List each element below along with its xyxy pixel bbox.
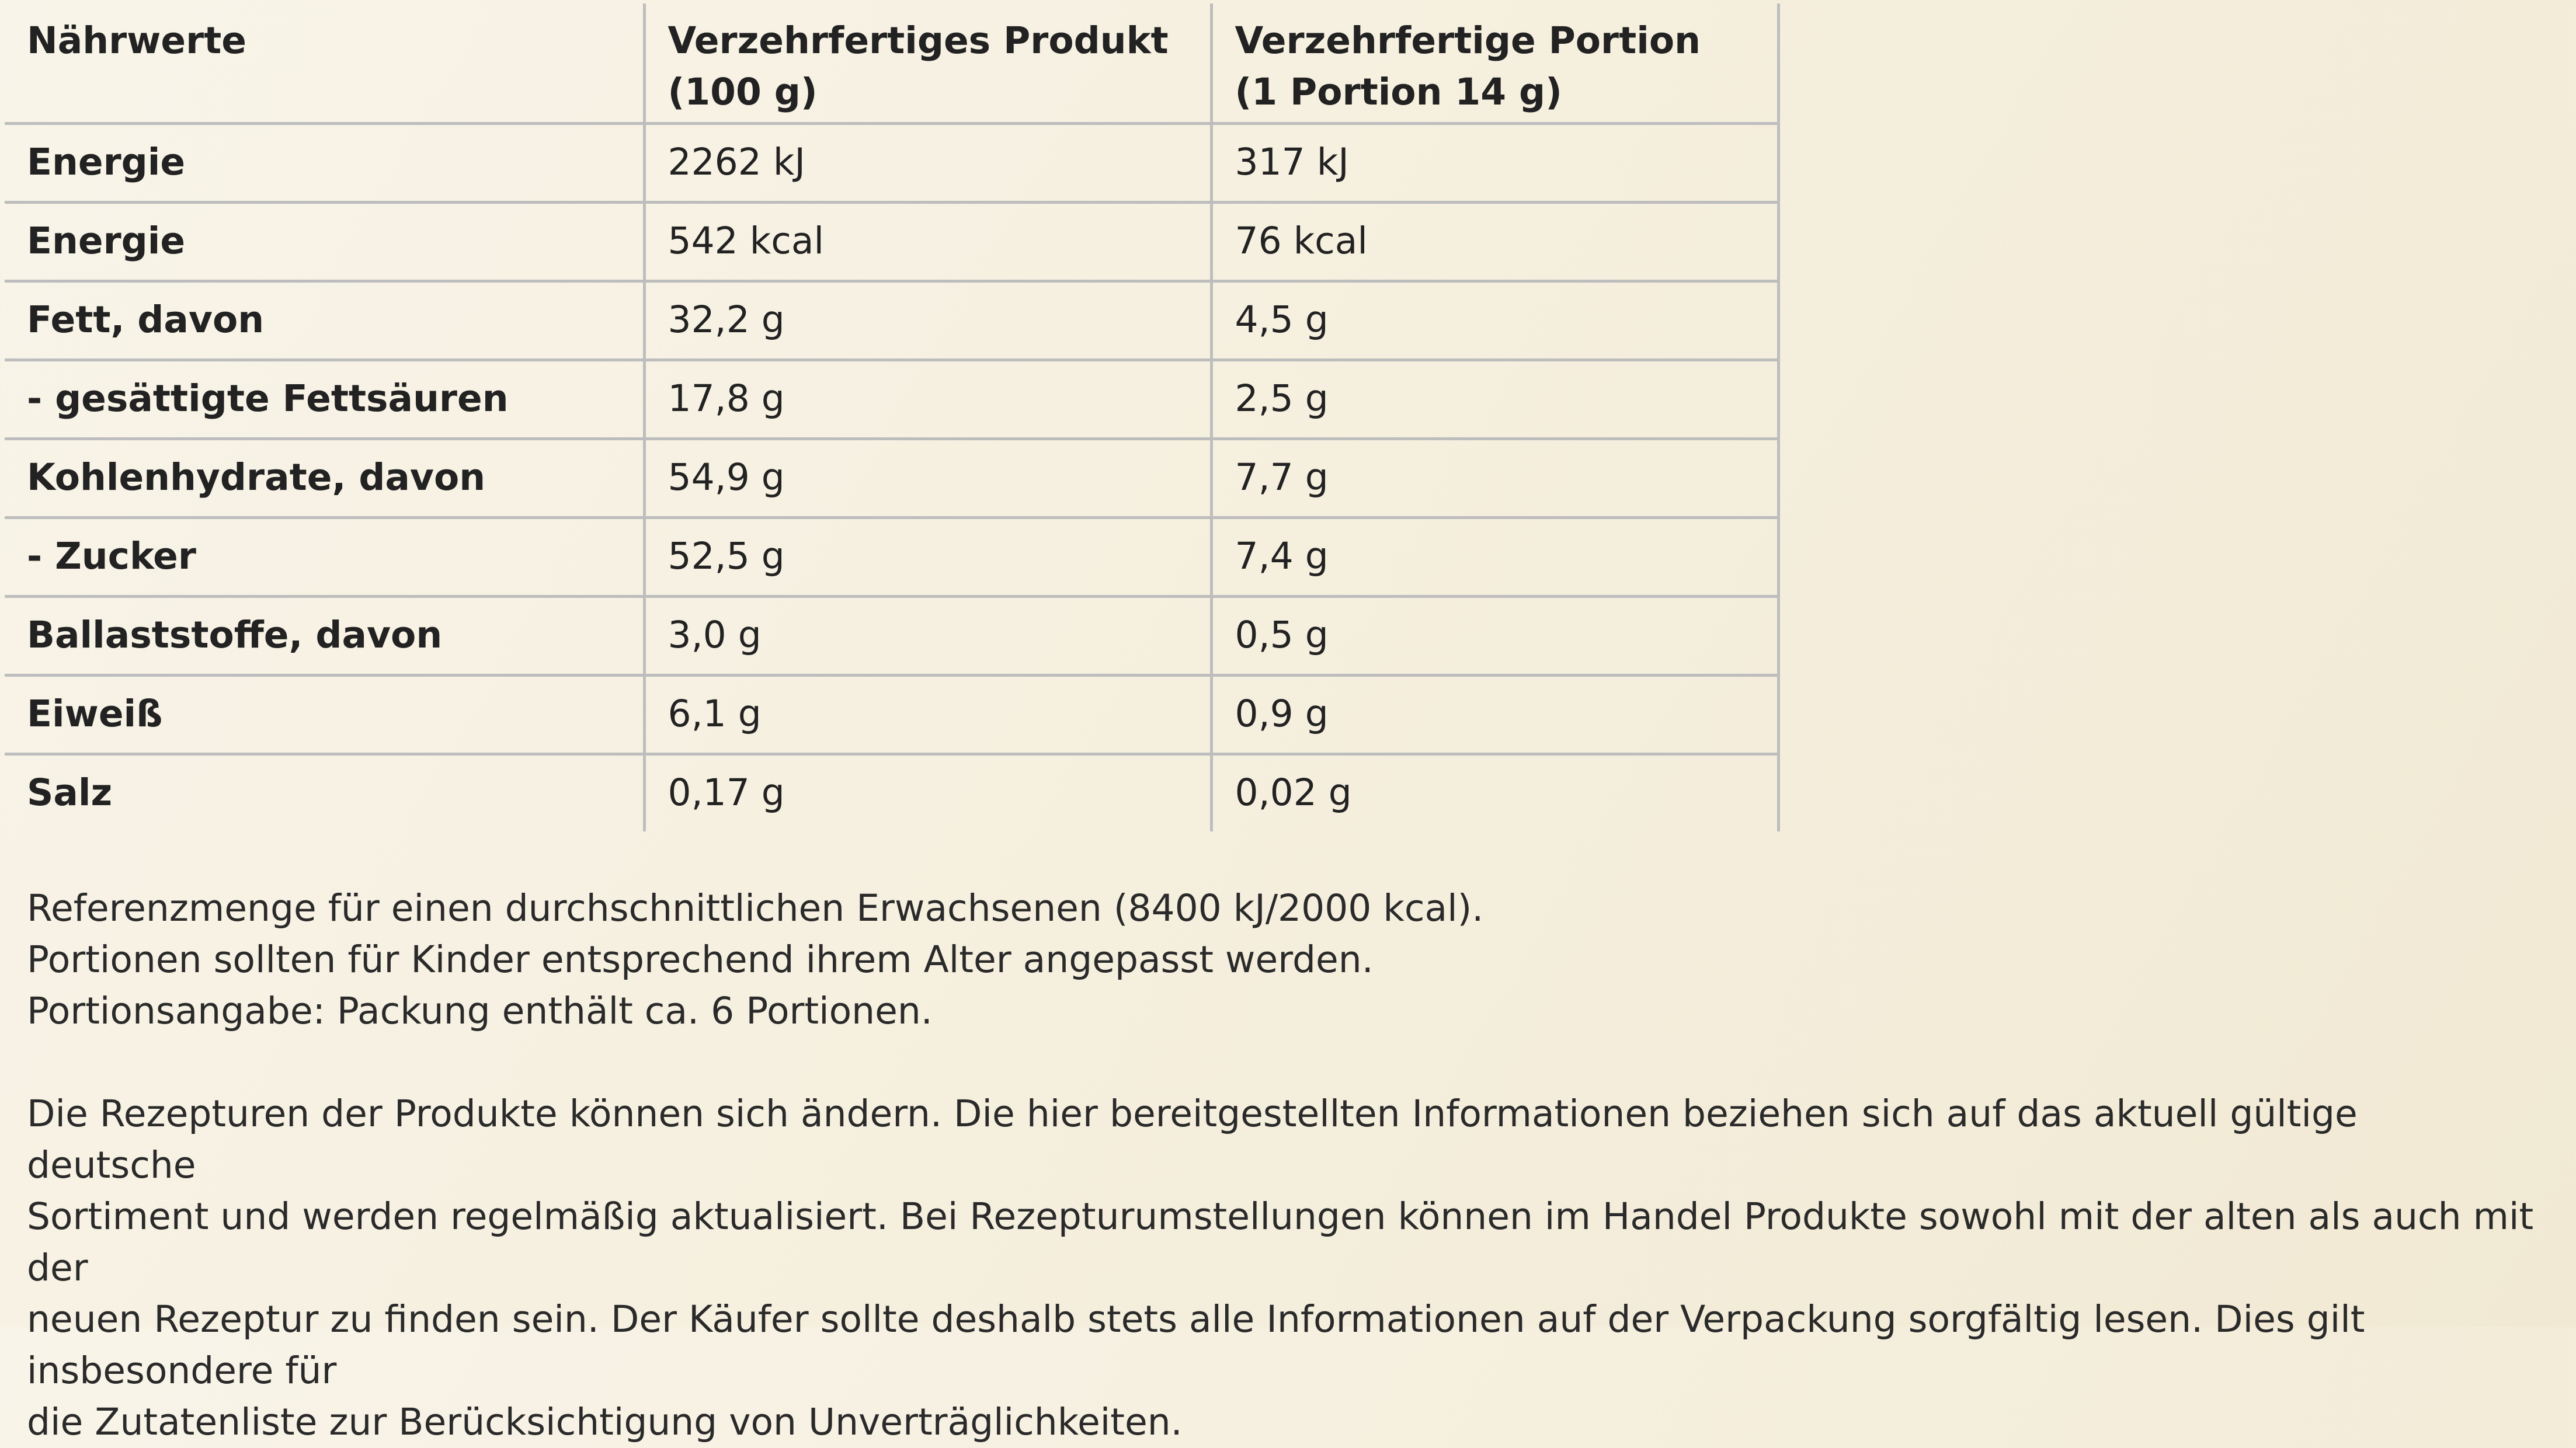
disclaimer-line: neuen Rezeptur zu finden sein. Der Käufer sollte deshalb stets alle Informationen auf der Verpackung sorgfältig lesen. Dies gilt insbesondere für bbox=[27, 1298, 2365, 1392]
header-per-100g bbox=[644, 4, 1211, 124]
row-value-per-portion: 0,5 g bbox=[1211, 597, 1778, 676]
table-row-zucker bbox=[5, 518, 1778, 597]
row-value-per-100g: 6,1 g bbox=[644, 676, 1211, 754]
row-value-per-portion: 2,5 g bbox=[1211, 360, 1778, 439]
row-value-per-portion: 0,9 g bbox=[1211, 676, 1778, 754]
header-naehrwerte bbox=[5, 4, 644, 124]
table-header-row bbox=[5, 4, 1778, 124]
row-value-per-portion: 7,4 g bbox=[1211, 518, 1778, 597]
table-row-fett bbox=[5, 281, 1778, 360]
row-value-per-100g: 32,2 g bbox=[644, 281, 1211, 360]
header-per-portion-line2: (1 Portion 14 g) bbox=[1235, 71, 1562, 113]
disclaimer-line: Sortiment und werden regelmäßig aktualisiert. Bei Rezepturumstellungen können im Handel Produkte sowohl mit der alten als auch mit der bbox=[27, 1195, 2534, 1289]
row-label: - gesättigte Fettsäuren bbox=[5, 360, 644, 439]
row-label: Energie bbox=[5, 203, 644, 281]
header-per-portion bbox=[1211, 4, 1778, 124]
table-row-ballaststoffe bbox=[5, 597, 1778, 676]
row-label: Fett, davon bbox=[5, 281, 644, 360]
row-value-per-100g: 0,17 g bbox=[644, 754, 1211, 832]
row-value-per-100g: 54,9 g bbox=[644, 439, 1211, 518]
children-note: Portionen sollten für Kinder entsprechend ihrem Alter angepasst werden. bbox=[27, 938, 1374, 981]
row-label: Energie bbox=[5, 124, 644, 203]
row-value-per-portion: 7,7 g bbox=[1211, 439, 1778, 518]
header-per-100g-line2: (100 g) bbox=[668, 71, 818, 113]
paragraph-spacer bbox=[27, 1037, 2538, 1088]
row-label: Kohlenhydrate, davon bbox=[5, 439, 644, 518]
row-label: Ballaststoffe, davon bbox=[5, 597, 644, 676]
row-value-per-portion: 317 kJ bbox=[1211, 124, 1778, 203]
disclaimer-line: Die Rezepturen der Produkte können sich ändern. Die hier bereitgestellten Informationen beziehen sich auf das aktuell gültige deutsche bbox=[27, 1092, 2358, 1186]
row-label: - Zucker bbox=[5, 518, 644, 597]
row-value-per-100g: 3,0 g bbox=[644, 597, 1211, 676]
table-row-gesaettigte-fettsaeuren bbox=[5, 360, 1778, 439]
header-per-100g-line1: Verzehrfertiges Produkt bbox=[668, 19, 1169, 62]
notes-section bbox=[27, 883, 2538, 1448]
row-value-per-100g: 2262 kJ bbox=[644, 124, 1211, 203]
header-per-portion-line1: Verzehrfertige Portion bbox=[1235, 19, 1701, 62]
table-row-eiweiss bbox=[5, 676, 1778, 754]
row-value-per-100g: 542 kcal bbox=[644, 203, 1211, 281]
row-value-per-100g: 17,8 g bbox=[644, 360, 1211, 439]
disclaimer-line: die Zutatenliste zur Berücksichtigung von Unverträglichkeiten. bbox=[27, 1401, 1183, 1443]
portion-info-note: Portionsangabe: Packung enthält ca. 6 Portionen. bbox=[27, 990, 933, 1032]
row-label: Eiweiß bbox=[5, 676, 644, 754]
table-row-energie-kcal bbox=[5, 203, 1778, 281]
table-row-kohlenhydrate bbox=[5, 439, 1778, 518]
row-value-per-portion: 0,02 g bbox=[1211, 754, 1778, 832]
table-row-salz bbox=[5, 754, 1778, 832]
reference-note: Referenzmenge für einen durchschnittlichen Erwachsenen (8400 kJ/2000 kcal). bbox=[27, 887, 1484, 930]
row-value-per-100g: 52,5 g bbox=[644, 518, 1211, 597]
nutrition-table bbox=[5, 4, 1780, 831]
header-naehrwerte-label: Nährwerte bbox=[27, 19, 247, 62]
row-value-per-portion: 4,5 g bbox=[1211, 281, 1778, 360]
row-label: Salz bbox=[27, 771, 113, 814]
table-row-energie-kj bbox=[5, 124, 1778, 203]
row-value-per-portion: 76 kcal bbox=[1211, 203, 1778, 281]
